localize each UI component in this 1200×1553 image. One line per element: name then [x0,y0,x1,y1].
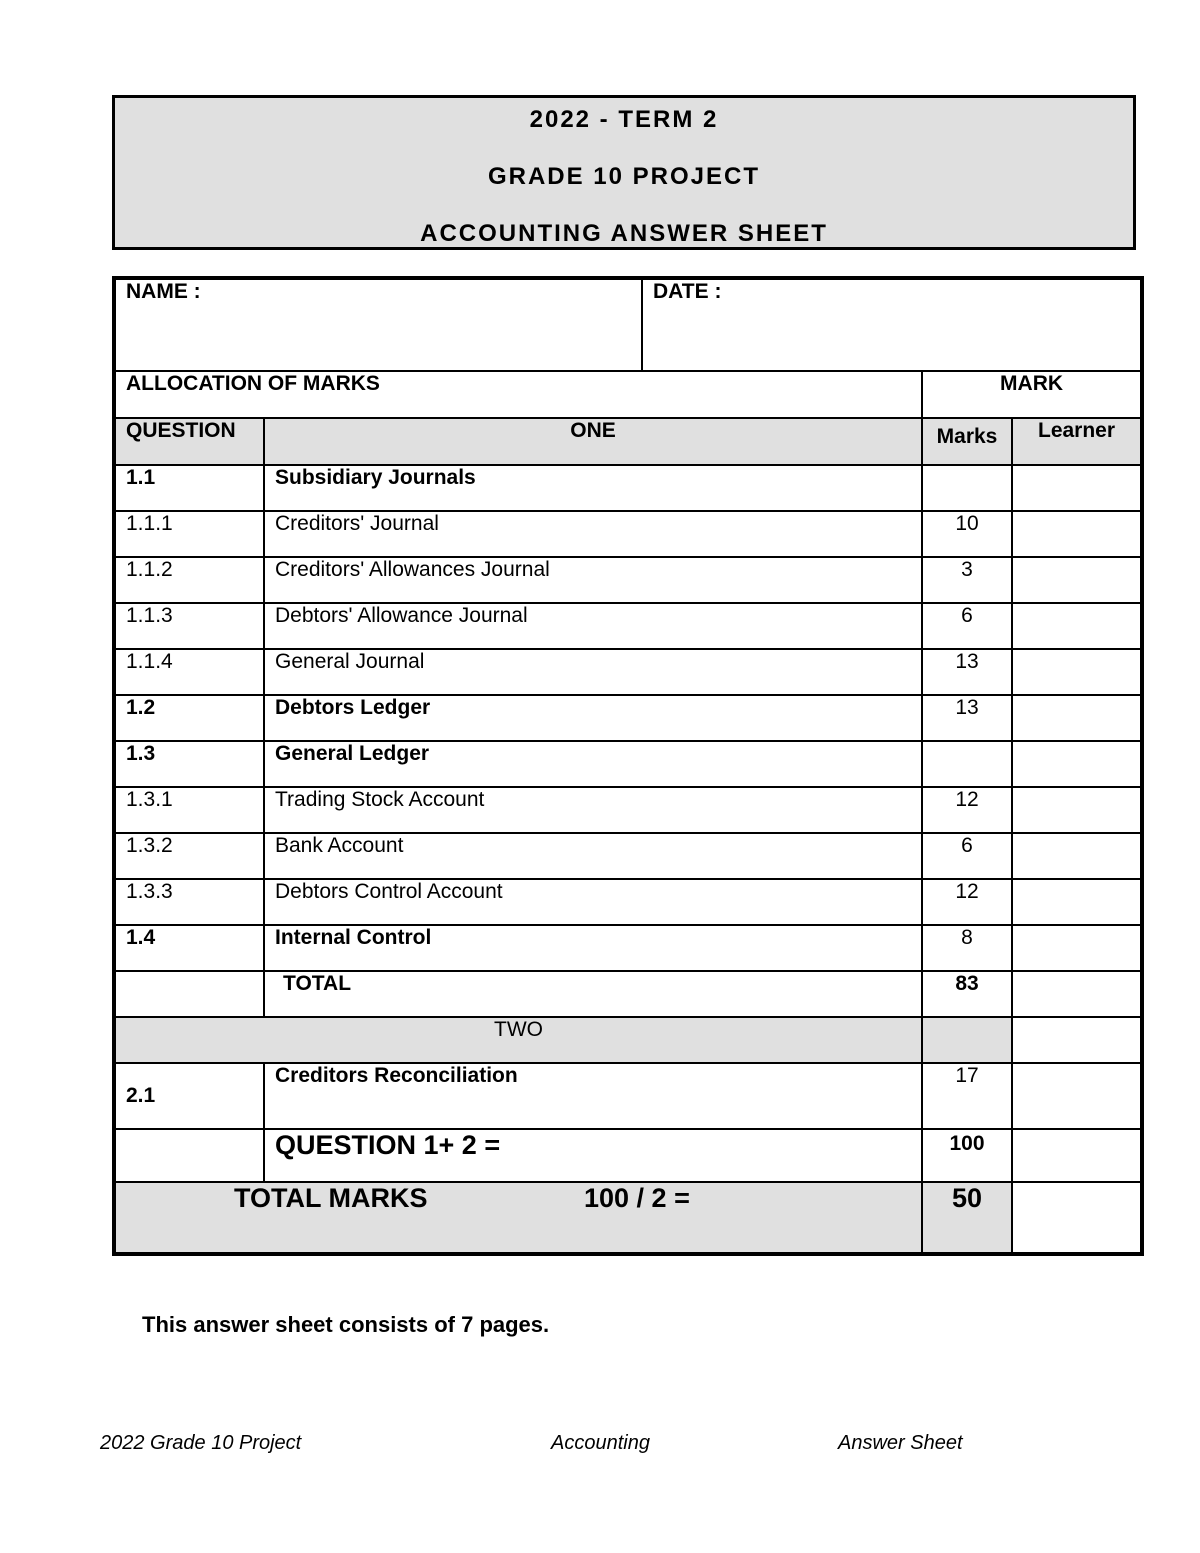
footer-left: 2022 Grade 10 Project [100,1432,302,1454]
question-description: Trading Stock Account [264,787,922,833]
page-count-note: This answer sheet consists of 7 pages. [142,1312,550,1337]
question-description: Debtors Ledger [264,695,922,741]
section-two-header: TWO [114,1017,922,1063]
question-number: 1.1.1 [114,511,264,557]
mark-header: MARK [922,371,1142,418]
question-number: 1.2 [114,695,264,741]
question-description: Bank Account [264,833,922,879]
table-row [114,603,1142,649]
grand-total-label: TOTAL MARKS [234,1183,428,1213]
learner-mark-cell[interactable] [1012,833,1142,879]
learner-header: Learner [1012,418,1142,465]
learner-mark-cell[interactable] [1012,511,1142,557]
total-row [114,971,1142,1017]
allocation-table [112,276,1144,1256]
question-description: Internal Control [264,925,922,971]
question-description: Creditors' Journal [264,511,922,557]
question-sum-label: QUESTION 1+ 2 = [264,1129,922,1182]
question-marks: 17 [922,1063,1012,1129]
learner-grand-total-cell[interactable] [1012,1182,1142,1254]
section-one-header: ONE [264,418,922,465]
total-label: TOTAL [264,971,922,1017]
table-row [114,833,1142,879]
question-marks: 6 [922,603,1012,649]
question-marks: 3 [922,557,1012,603]
learner-mark-cell[interactable] [1012,603,1142,649]
question-number: 1.1.2 [114,557,264,603]
question-number: 1.3.2 [114,833,264,879]
total-value: 83 [922,971,1012,1017]
grand-total-cell [114,1182,922,1254]
learner-mark-cell[interactable] [1012,649,1142,695]
table-row [114,557,1142,603]
empty-cell [114,1129,264,1182]
question-marks: 13 [922,695,1012,741]
question-marks: 8 [922,925,1012,971]
question-marks: 6 [922,833,1012,879]
question-description: Creditors' Allowances Journal [264,557,922,603]
question-number: 2.1 [114,1063,264,1129]
table-row [114,511,1142,557]
question-description: Debtors Control Account [264,879,922,925]
learner-mark-cell[interactable] [1012,925,1142,971]
question-marks: 12 [922,787,1012,833]
table-row [114,787,1142,833]
question-sum-row [114,1129,1142,1182]
section-two-marks-cell [922,1017,1012,1063]
question-description: General Journal [264,649,922,695]
title-grade: GRADE 10 PROJECT [487,163,761,190]
allocation-header-row [114,371,1142,418]
table-row [114,465,1142,511]
footer-right: Answer Sheet [838,1432,963,1454]
learner-mark-cell[interactable] [1012,1063,1142,1129]
name-label: NAME : [126,280,201,303]
grand-total-row [114,1182,1142,1254]
learner-mark-cell[interactable] [1012,879,1142,925]
question-number: 1.1.3 [114,603,264,649]
question-description: General Ledger [264,741,922,787]
title-box [112,95,1136,250]
name-field[interactable] [114,278,642,371]
question-header: QUESTION [114,418,264,465]
grand-total-formula: 100 / 2 = [584,1183,690,1213]
learner-total-cell[interactable] [1012,971,1142,1017]
table-row [114,649,1142,695]
table-row [114,879,1142,925]
title-term: 2022 - TERM 2 [529,106,719,133]
question-marks: 13 [922,649,1012,695]
empty-cell [114,971,264,1017]
date-field[interactable] [642,278,1142,371]
question-marks: 10 [922,511,1012,557]
allocation-title: ALLOCATION OF MARKS [114,371,922,418]
footer-center: Accounting [551,1432,650,1454]
column-header-row [114,418,1142,465]
question-description: Subsidiary Journals [264,465,922,511]
question-number: 1.3 [114,741,264,787]
question-marks [922,741,1012,787]
question-marks: 12 [922,879,1012,925]
learner-sum-cell[interactable] [1012,1129,1142,1182]
learner-mark-cell[interactable] [1012,465,1142,511]
question-number: 1.3.1 [114,787,264,833]
date-label: DATE : [653,280,722,303]
title-subject: ACCOUNTING ANSWER SHEET [420,220,828,247]
question-number: 1.4 [114,925,264,971]
question-number: 1.1.4 [114,649,264,695]
learner-mark-cell[interactable] [1012,557,1142,603]
name-date-row [114,278,1142,371]
learner-mark-cell[interactable] [1012,741,1142,787]
question-sum-value: 100 [922,1129,1012,1182]
question-number: 1.3.3 [114,879,264,925]
question-description: Creditors Reconciliation [264,1063,922,1129]
question-description: Debtors' Allowance Journal [264,603,922,649]
table-row [114,695,1142,741]
learner-mark-cell[interactable] [1012,695,1142,741]
table-row [114,925,1142,971]
question-number: 1.1 [114,465,264,511]
learner-mark-cell[interactable] [1012,787,1142,833]
question-marks [922,465,1012,511]
marks-header: Marks [922,418,1012,465]
learner-section-two-cell[interactable] [1012,1017,1142,1063]
table-row [114,1063,1142,1129]
section-two-row [114,1017,1142,1063]
table-row [114,741,1142,787]
grand-total-value: 50 [922,1182,1012,1254]
